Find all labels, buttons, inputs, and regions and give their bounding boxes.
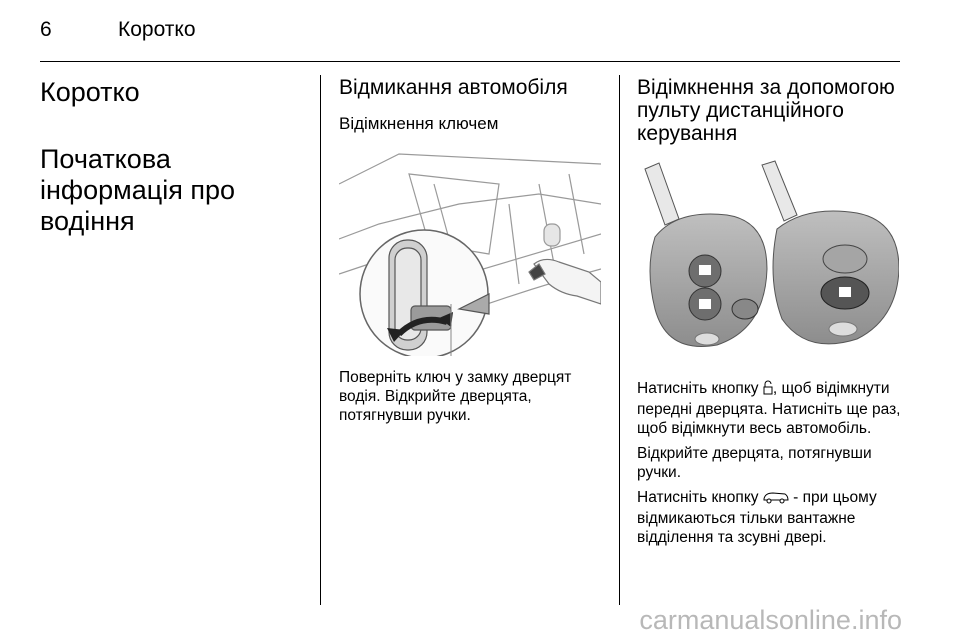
paragraph: Натисніть кнопку , щоб відімкнути передні дверцята. Натисніть ще раз, щоб відімкнути весь автомобіль. [637, 380, 901, 437]
page-header [40, 18, 920, 48]
header-rule [40, 61, 900, 62]
section-title: Відмикання автомобіля [339, 76, 568, 99]
paragraph: Відкрийте дверцята, потягнувши ручки. [637, 445, 872, 481]
column-left [40, 76, 312, 237]
paragraph: Натисніть кнопку - при цьому відмикаються тільки вантажне відділення та зсувні двері. [637, 489, 877, 546]
watermark: carmanualsonline.info [639, 605, 902, 635]
page-number: 6 [40, 18, 52, 41]
chapter-title: Коротко [40, 77, 140, 107]
remote-key-illustration [637, 159, 899, 371]
unlock-icon [763, 380, 773, 400]
column-middle [339, 76, 601, 425]
column-divider [320, 75, 321, 605]
paragraph: Поверніть ключ у замку дверцят водія. Відкрийте дверцята, потягнувши ручки. [339, 369, 572, 424]
chapter-subtitle: Початкова інформація про водіння [40, 144, 235, 236]
section-title: Відімкнення за допомогою пульту дистанційного керування [637, 76, 895, 145]
running-title: Коротко [118, 18, 196, 41]
door-key-illustration [339, 144, 601, 356]
subsection-title: Відімкнення ключем [339, 114, 499, 133]
column-divider [619, 75, 620, 605]
column-right [637, 76, 905, 547]
van-icon [763, 490, 789, 509]
